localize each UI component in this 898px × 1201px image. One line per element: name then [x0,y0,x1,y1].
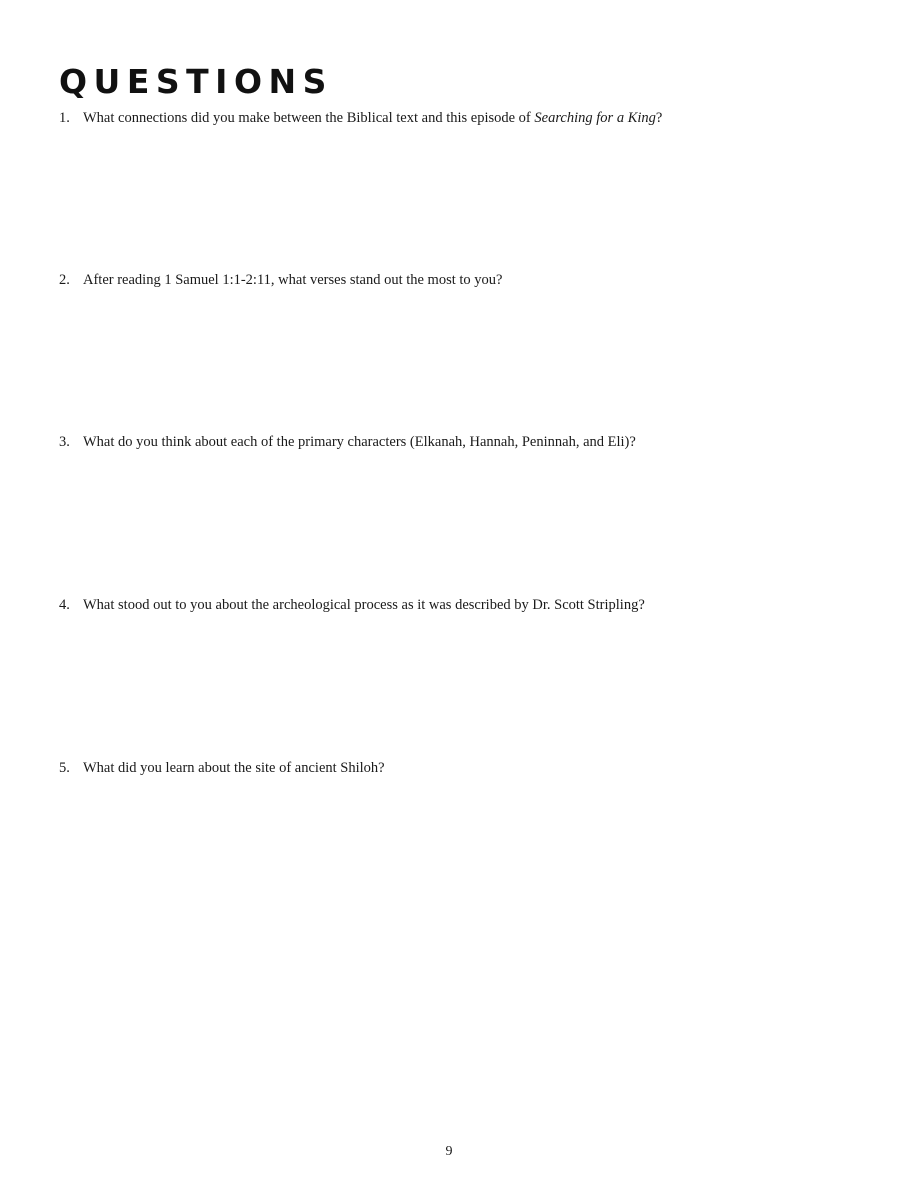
question-text: What stood out to you about the archeological process as it was described by Dr. Scott Stripling? [83,597,645,613]
question-number: 3. [59,434,70,450]
question-1 [59,108,839,128]
question-2 [59,270,839,290]
question-text: What do you think about each of the primary characters (Elkanah, Hannah, Peninnah, and Eli)? [83,434,636,450]
question-number: 5. [59,760,70,776]
question-number: 1. [59,110,70,126]
question-suffix: ? [655,110,663,126]
question-number: 2. [59,272,70,288]
page-number: 9 [445,1144,453,1159]
question-3 [59,432,839,452]
question-text [83,110,662,126]
page-heading: QUESTIONS [59,62,333,101]
question-text-main: What connections did you make between the Biblical text and this episode of [83,110,535,126]
question-number: 4. [59,597,70,613]
episode-title: Searching for a King [534,110,656,126]
question-text: What did you learn about the site of ancient Shiloh? [83,760,385,776]
question-5 [59,758,839,778]
question-4 [59,595,839,615]
question-text: After reading 1 Samuel 1:1-2:11, what verses stand out the most to you? [83,272,503,288]
